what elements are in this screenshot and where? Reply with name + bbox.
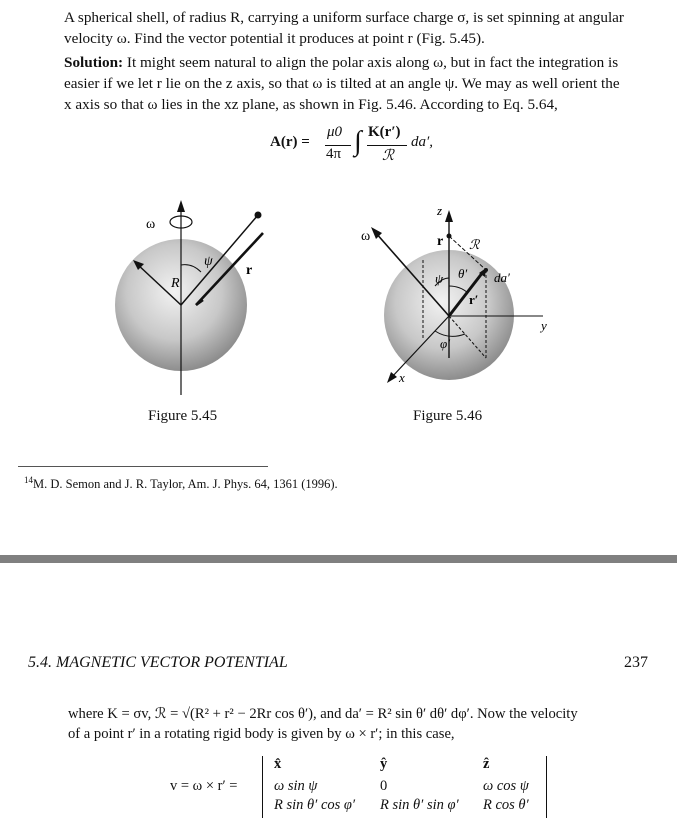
footnote-marker: 14 bbox=[24, 475, 33, 485]
det-left-bar bbox=[262, 756, 263, 818]
fig46-da: da′ bbox=[494, 270, 510, 285]
det-r1c3: ẑ bbox=[483, 756, 490, 772]
fig46-psi: ψ bbox=[435, 271, 444, 286]
section-header: 5.4. MAGNETIC VECTOR POTENTIAL bbox=[28, 654, 288, 671]
equation-mu0: μ0 bbox=[327, 124, 343, 140]
fig46-theta: θ′ bbox=[458, 266, 468, 281]
footnote-rule bbox=[18, 466, 268, 467]
equation-4pi: 4π bbox=[326, 146, 342, 162]
fig45-psi: ψ bbox=[204, 254, 213, 269]
det-right-bar bbox=[546, 756, 547, 818]
det-lhs: v = ω × r′ = bbox=[170, 778, 238, 794]
fig45-r: r bbox=[246, 263, 253, 278]
fig46-r: r bbox=[437, 234, 444, 249]
equation-K: K(r′) bbox=[368, 124, 401, 140]
integral-sign: ∫ bbox=[354, 126, 362, 157]
problem-line-1: A spherical shell, of radius R, carrying a uniform surface charge σ, is set spinning at angular bbox=[64, 9, 624, 26]
equation-script-r: ℛ bbox=[382, 148, 394, 164]
footnote bbox=[24, 475, 338, 492]
det-r1c2: ŷ bbox=[380, 756, 388, 772]
solution-line-1 bbox=[64, 53, 618, 73]
equation-lhs: A(r) = bbox=[270, 134, 310, 150]
fig46-y: y bbox=[541, 318, 547, 333]
fig46-z: z bbox=[437, 203, 443, 218]
equation-da: da′, bbox=[411, 134, 434, 150]
bottom-line-2: of a point r′ in a rotating rigid body is given by ω × r′; in this case, bbox=[68, 726, 455, 742]
page-number: 237 bbox=[624, 654, 648, 671]
velocity-determinant bbox=[170, 754, 570, 820]
fig45-R: R bbox=[171, 276, 180, 291]
figure-5-45-caption: Figure 5.45 bbox=[148, 408, 218, 424]
solution-label: Solution: bbox=[64, 54, 124, 71]
det-r3c3: R cos θ′ bbox=[483, 797, 529, 813]
det-r3c1: R sin θ′ cos φ′ bbox=[274, 797, 356, 813]
figure-5-46 bbox=[355, 198, 560, 393]
det-r1c1: x̂ bbox=[274, 756, 282, 772]
bottom-line-1: where K = σv, ℛ = √(R² + r² − 2Rr cos θ′), and da′ = R² sin θ′ dθ′ dφ′. Now the velocity bbox=[68, 706, 578, 722]
solution-text-1: It might seem natural to align the polar axis along ω, but in fact the integration is bbox=[126, 54, 619, 71]
problem-line-2: velocity ω. Find the vector potential it produces at point r (Fig. 5.45). bbox=[64, 30, 485, 47]
fig46-omega: ω bbox=[361, 229, 371, 244]
footnote-text: M. D. Semon and J. R. Taylor, Am. J. Phys. 64, 1361 (1996). bbox=[33, 477, 338, 492]
det-r2c3: ω cos ψ bbox=[483, 778, 529, 794]
solution-line-3: x axis so that ω lies in the xz plane, as shown in Fig. 5.46. According to Eq. 5.64, bbox=[64, 96, 558, 113]
fig46-x: x bbox=[399, 370, 405, 385]
det-r3c2: R sin θ′ sin φ′ bbox=[380, 797, 459, 813]
fig45-omega: ω bbox=[146, 217, 156, 232]
det-r2c1: ω sin ψ bbox=[274, 778, 318, 794]
fig46-rprime: r′ bbox=[469, 292, 479, 307]
page-separator bbox=[0, 555, 677, 563]
solution-line-2: easier if we let r lie on the z axis, so that ω is tilted at an angle ψ. We may as well orient the bbox=[64, 75, 620, 92]
det-r2c2: 0 bbox=[380, 778, 388, 794]
fig46-script-r: ℛ bbox=[469, 237, 480, 252]
figure-5-46-caption: Figure 5.46 bbox=[413, 408, 483, 424]
figure-5-45 bbox=[100, 190, 280, 410]
equation-vector-potential bbox=[270, 124, 470, 170]
fig46-phi: φ′ bbox=[440, 336, 451, 351]
